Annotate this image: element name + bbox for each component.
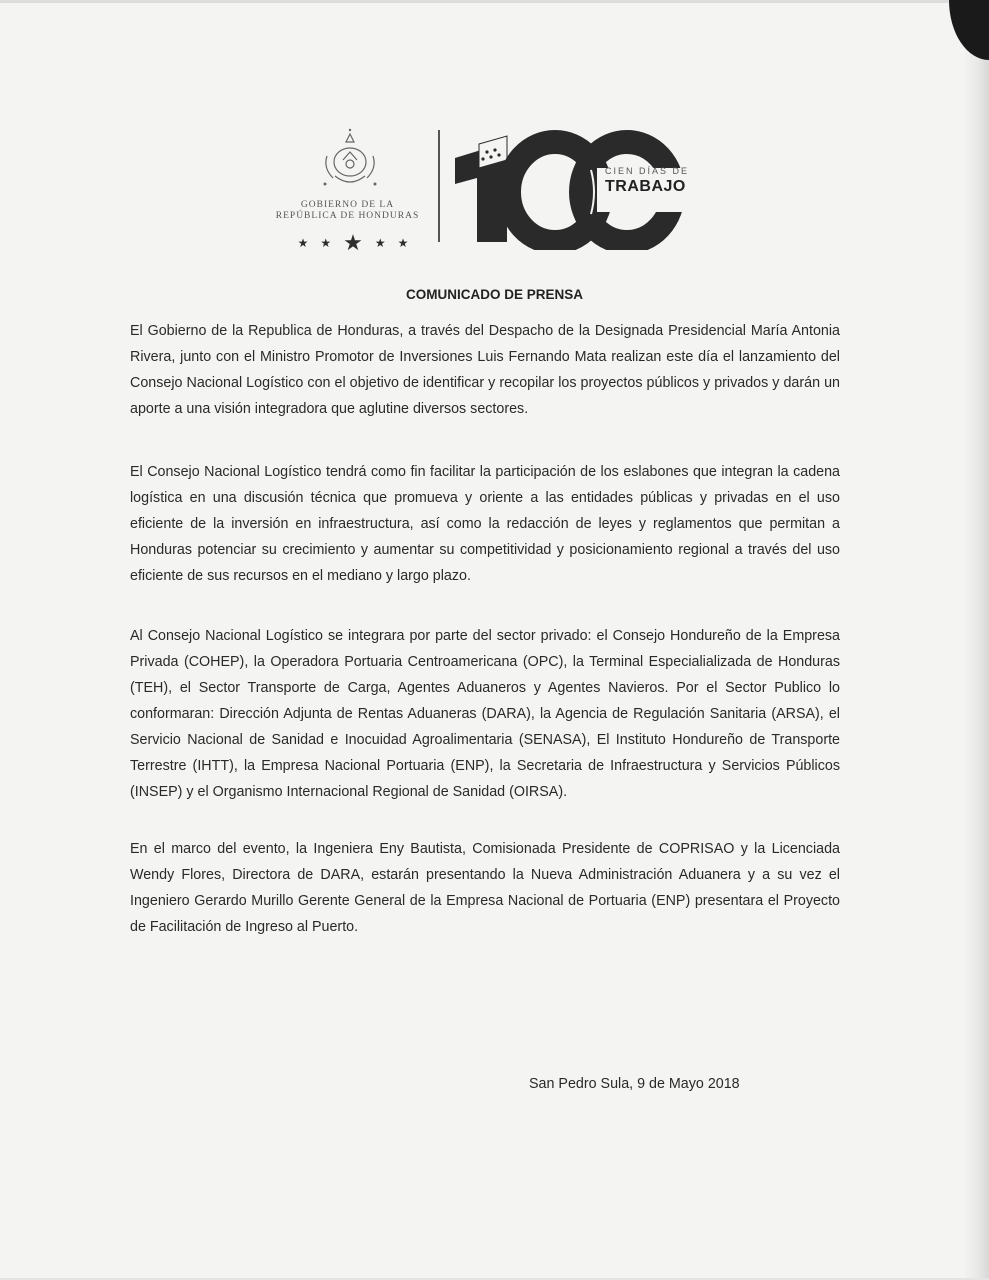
star-icon: ★ bbox=[374, 236, 386, 250]
star-icon: ★ bbox=[343, 230, 363, 255]
paragraph-2: El Consejo Nacional Logístico tendrá como fin facilitar la participación de los eslabones que integran la cadena logística en una discusión técnica que promueva y oriente a las entidades públicas y privadas en el uso eficiente de la inversión en infraestructura, así como la redacción de leyes y reglamentos que permitan a Honduras potenciar su crecimiento y aumentar su competitividad y posicionamiento regional a través del uso eficiente de sus recursos en el mediano y largo plazo. bbox=[130, 464, 840, 584]
document-title: COMUNICADO DE PRENSA bbox=[405, 287, 583, 302]
coat-of-arms-icon bbox=[305, 126, 395, 196]
paragraph-1: El Gobierno de la Republica de Honduras, a través del Despacho de la Designada Presidencial María Antonia Rivera, junto con el Ministro Promotor de Inversiones Luis Fernando Mata realizan este día el lanzamiento del Consejo Nacional Logístico con el objetivo de identificar y recopilar los proyectos públicos y privados y darán un aporte a una visión integradora que aglutine diversos sectores. bbox=[130, 323, 840, 417]
stars-row bbox=[283, 230, 423, 255]
scan-shadow-edge bbox=[963, 0, 989, 1280]
header-divider bbox=[438, 130, 440, 242]
logo-subtitle: CIEN DÍAS DE bbox=[605, 166, 690, 176]
letterhead bbox=[255, 120, 725, 260]
scan-top-edge bbox=[0, 0, 989, 3]
scan-dark-corner bbox=[949, 0, 989, 60]
logo-title: TRABAJO bbox=[605, 178, 686, 195]
government-name-line2: REPÚBLICA DE HONDURAS bbox=[275, 211, 420, 221]
government-name bbox=[255, 200, 440, 222]
government-name-line1: GOBIERNO DE LA bbox=[300, 200, 395, 210]
paragraph-4: En el marco del evento, la Ingeniera Eny Bautista, Comisionada Presidente de COPRISAO y la Licenciada Wendy Flores, Directora de DARA, estarán presentando la Nueva Administración Aduanera y a su vez el Ingeniero Gerardo Murillo Gerente General de la Empresa Nacional de Portuaria (ENP) presentara el Proyecto de Facilitación de Ingreso al Puerto. bbox=[130, 841, 840, 935]
star-icon: ★ bbox=[397, 236, 409, 250]
place-and-date: San Pedro Sula, 9 de Mayo 2018 bbox=[529, 1076, 740, 1092]
paragraph-3: Al Consejo Nacional Logístico se integrara por parte del sector privado: el Consejo Hondureño de la Empresa Privada (COHEP), la Operadora Portuaria Centroamericana (OPC), la Terminal Especialializada de Honduras (TEH), el Sector Transporte de Carga, Agentes Aduaneros y Agentes Navieros. Por el Sector Publico lo conformaran: Dirección Adjunta de Rentas Aduaneras (DARA), la Agencia de Regulación Sanitaria (ARSA), el Servicio Nacional de Sanidad e Inocuidad Agroalimentaria (SENASA), El Instituto Hondureño de Transporte Terrestre (IHTT), la Empresa Nacional Portuaria (ENP), la Secretaria de Infraestructura y Servicios Públicos (INSEP) y el Organismo Internacional Regional de Sanidad (OIRSA). bbox=[130, 628, 840, 800]
star-icon: ★ bbox=[297, 236, 309, 250]
star-icon: ★ bbox=[320, 236, 332, 250]
